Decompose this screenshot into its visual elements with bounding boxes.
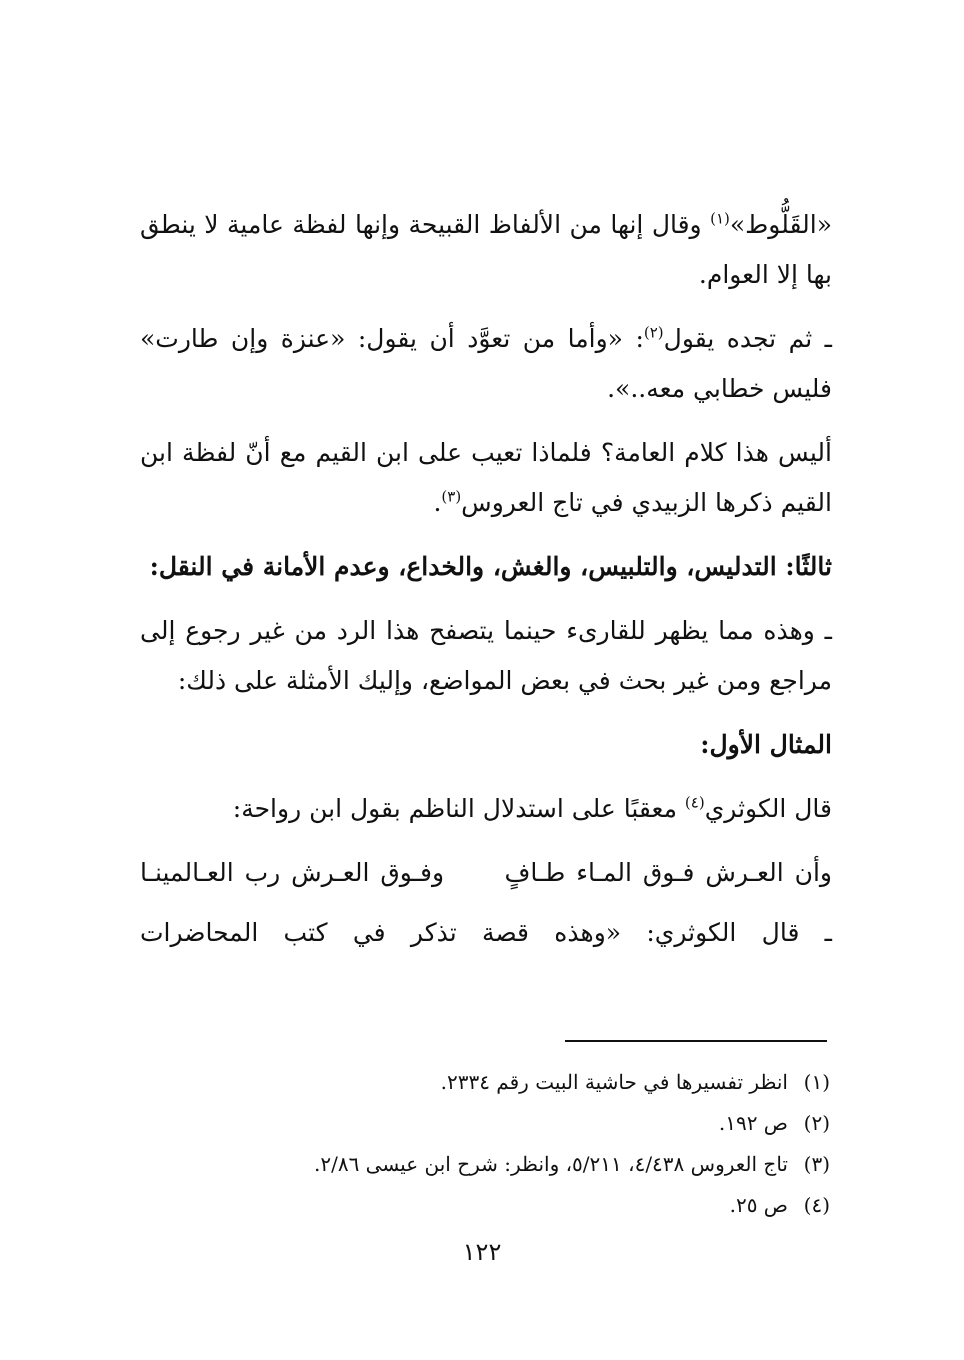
page-number: ١٢٢ [462, 1238, 502, 1266]
paragraph-2 [140, 314, 832, 414]
paragraph-2-start: ـ ثم تجده يقول [663, 324, 832, 353]
footnote-ref-4: (٤) [684, 793, 705, 812]
paragraph-5: ـ وهذه مما يظهر للقارىء حينما يتصفح هذا الرد من غير رجوع إلى مراجع ومن غير بحث في بعض المواضع، وإليك الأمثلة على ذلك: [140, 616, 832, 695]
footnote-separator [565, 1040, 827, 1042]
footnotes [150, 1062, 830, 1226]
paragraph-7: ـ قال الكوثري: «وهذه قصة تذكر في كتب المحاضرات [140, 918, 832, 947]
footnote-text: تاج العروس ٤/٤٣٨، ٥/٢١١، وانظر: شرح ابن عيسى ٢/٨٦. [313, 1152, 788, 1176]
footnote-ref-3: (٣) [441, 487, 462, 506]
main-text [140, 200, 832, 972]
paragraph-6-rest: معقبًا على استدلال الناظم بقول ابن رواحة: [232, 794, 685, 823]
footnote-3 [150, 1144, 830, 1185]
paragraph-3 [140, 428, 832, 528]
paragraph-1 [140, 200, 832, 300]
poetry-verse [140, 848, 832, 898]
section-heading-third: ثالثًا: التدليس، والتلبيس، والغش، والخداع، وعدم الأمانة في النقل: [149, 552, 832, 581]
footnote-text: ص ١٩٢. [718, 1111, 788, 1135]
footnote-number: (٤) [803, 1193, 830, 1217]
footnote-1 [150, 1062, 830, 1103]
paragraph-1-text: وقال إنها من الألفاظ القبيحة وإنها لفظة عامية لا ينطق بها إلا العوام. [140, 210, 832, 289]
footnote-2 [150, 1103, 830, 1144]
paragraph-2-rest: : «وأما من تعوَّد أن يقول: «عنزة وإن طارت» فليس خطابي معه..». [140, 324, 832, 403]
quoted-word: «القَلُّوط» [729, 210, 832, 239]
paragraph-3-text: أليس هذا كلام العامة؟ فلماذا تعيب على ابن القيم مع أنّ لفظة ابن القيم ذكرها الزبيدي في تاج العروس [140, 438, 832, 517]
footnote-4 [150, 1185, 830, 1226]
verse-second-hemistich: وفـوق العـرش رب العـالمينـا [140, 858, 445, 887]
footnote-number: (٢) [803, 1111, 830, 1135]
paragraph-3-end: . [433, 488, 442, 517]
paragraph-6 [140, 784, 832, 834]
footnote-text: ص ٢٥. [729, 1193, 788, 1217]
example-heading: المثال الأول: [700, 730, 832, 759]
paragraph-6-start: قال الكوثري [704, 794, 832, 823]
footnote-number: (٣) [803, 1152, 830, 1176]
footnote-ref-1: (١) [710, 209, 730, 228]
footnote-ref-2: (٢) [643, 323, 664, 342]
footnote-number: (١) [803, 1070, 830, 1094]
footnote-text: انظر تفسيرها في حاشية البيت رقم ٢٣٣٤. [440, 1070, 788, 1094]
verse-first-hemistich: وأن العـرش فـوق المـاء طـافٍ [504, 858, 832, 887]
